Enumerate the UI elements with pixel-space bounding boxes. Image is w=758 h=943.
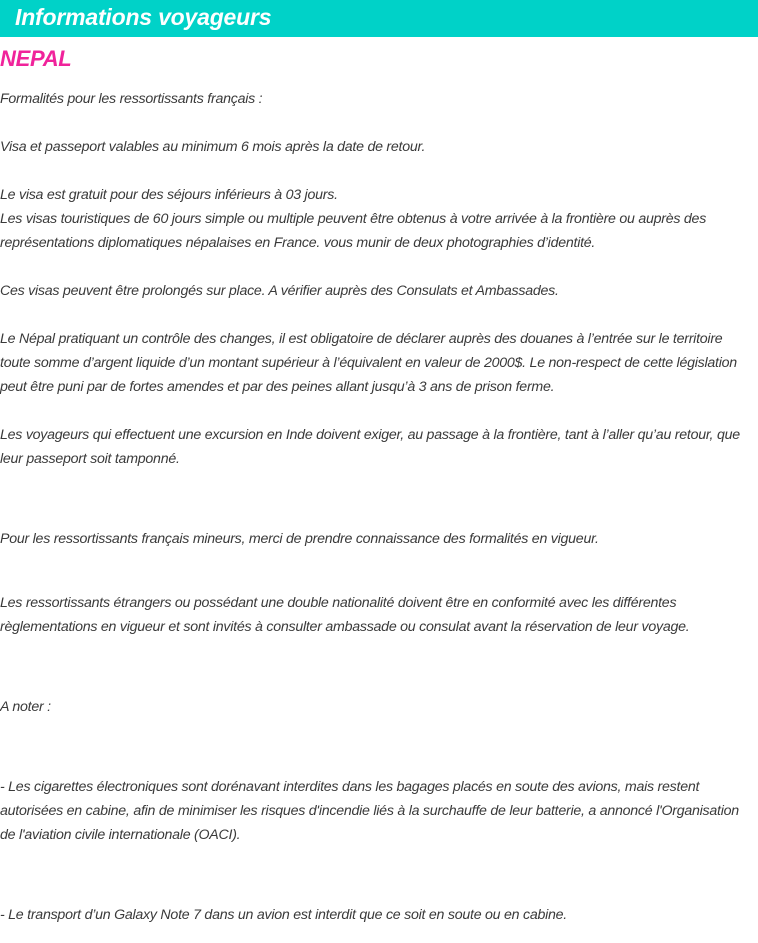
- section-title: Informations voyageurs: [15, 4, 272, 30]
- paragraph-minors: Pour les ressortissants français mineurs, merci de prendre connaissance des formalités en vigueur.: [0, 531, 599, 547]
- paragraph-tourist-visas: Les visas touristiques de 60 jours simple ou multiple peuvent être obtenus à votre arrivée à la frontière ou auprès des représentations diplomatiques népalaises en France. vous munir de deux photographies d’identité.: [0, 211, 707, 251]
- paragraph-visa-free: Le visa est gratuit pour des séjours inférieurs à 03 jours.: [0, 187, 338, 203]
- paragraph-foreign-nationals: Les ressortissants étrangers ou possédant une double nationalité doivent être en conformité avec les différentes règlementations en vigueur et sont invités à consulter ambassade ou consulat avant la réservation de leur voyage.: [0, 595, 690, 635]
- section-header: [0, 0, 758, 37]
- paragraph-india-excursion: Les voyageurs qui effectuent une excursion en Inde doivent exiger, au passage à la frontière, tant à l’aller qu’au retour, que leur passeport soit tamponné.: [0, 427, 740, 467]
- country-title: NEPAL: [0, 46, 72, 71]
- paragraph-currency-control: Le Népal pratiquant un contrôle des changes, il est obligatoire de déclarer auprès des douanes à l’entrée sur le territoire toute somme d’argent liquide d’un montant supérieur à l’équivalent en valeur de 2000$. Le non-respect de cette législation peut être puni par de fortes amendes et par des peines allant jusqu’à 3 ans de prison ferme.: [0, 331, 737, 395]
- paragraph-galaxy-note: - Le transport d’un Galaxy Note 7 dans un avion est interdit que ce soit en soute ou en cabine.: [0, 907, 567, 923]
- travel-info-content: [0, 87, 756, 927]
- paragraph-visa-extension: Ces visas peuvent être prolongés sur place. A vérifier auprès des Consulats et Ambassades.: [0, 283, 559, 299]
- paragraph-e-cigarettes: - Les cigarettes électroniques sont dorénavant interdites dans les bagages placés en soute des avions, mais restent autorisées en cabine, afin de minimiser les risques d'incendie liés à la surchauffe de leur batterie, a annoncé l'Organisation de l'aviation civile internationale (OACI).: [0, 779, 739, 843]
- paragraph-passport-validity: Visa et passeport valables au minimum 6 mois après la date de retour.: [0, 139, 426, 155]
- paragraph-note-heading: A noter :: [0, 699, 51, 715]
- paragraph-formalities-intro: Formalités pour les ressortissants français :: [0, 91, 263, 107]
